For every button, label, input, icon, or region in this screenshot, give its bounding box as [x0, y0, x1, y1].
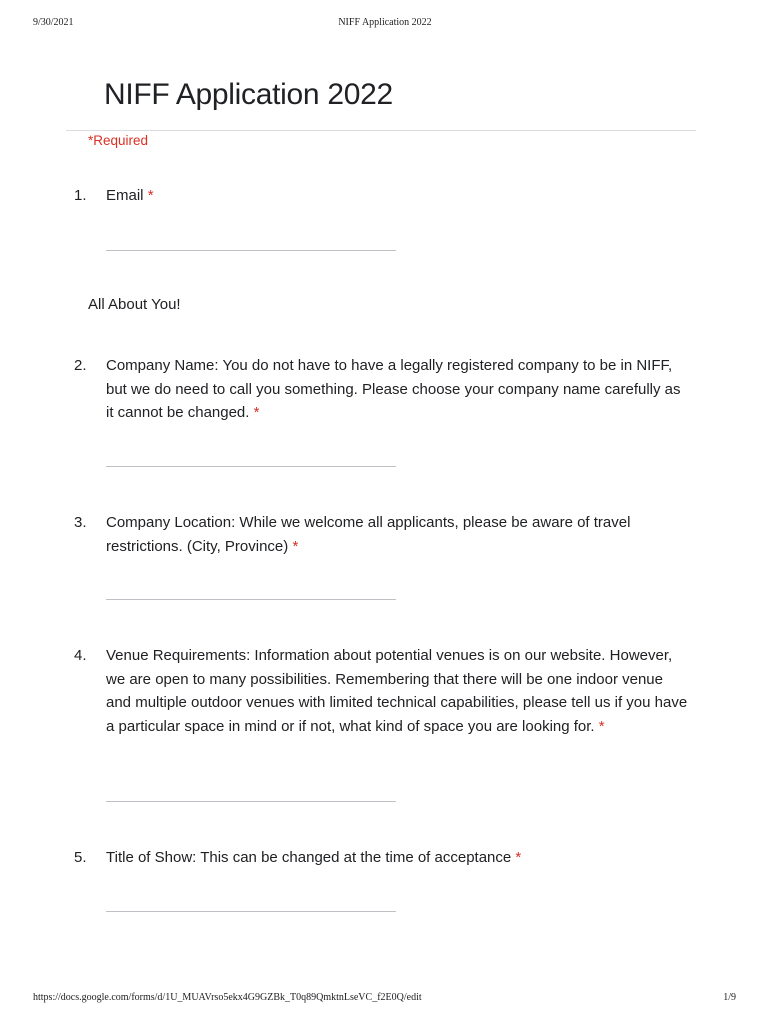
- section-title: All About You!: [88, 296, 181, 313]
- required-star: *: [147, 187, 154, 204]
- question-company-location: [74, 511, 694, 558]
- print-title: NIFF Application 2022: [338, 17, 432, 28]
- company-name-answer-field[interactable]: [106, 466, 396, 467]
- question-title-of-show: [74, 846, 694, 870]
- question-email: [74, 184, 694, 208]
- required-star: *: [292, 537, 299, 555]
- form-title: NIFF Application 2022: [104, 78, 393, 111]
- page-number: 1/9: [723, 992, 736, 1003]
- print-date: 9/30/2021: [33, 17, 74, 28]
- question-text: Title of Show: This can be changed at the time of acceptance: [106, 849, 512, 866]
- question-text: Venue Requirements: Information about potential venues is on our website. However, we are open to many possibilities. Remembering that there will be one indoor venue and multiple outdoor venues with limited technical capabilities, please tell us if you have a particular space in mind or if not, what kind of space you are looking for.: [106, 647, 688, 735]
- question-text: Company Name: You do not have to have a legally registered company to be in NIFF, but we do need to call you something. Please choose your company name carefully as it cannot be changed.: [106, 357, 681, 421]
- title-of-show-answer-field[interactable]: [106, 911, 396, 912]
- required-star: *: [515, 849, 522, 866]
- required-star: *: [253, 404, 260, 421]
- venue-requirements-answer-field[interactable]: [106, 801, 396, 802]
- print-url: https://docs.google.com/forms/d/1U_MUAVrso5ekx4G9GZBk_T0q89QmktnLseVC_f2E0Q/edit: [33, 992, 422, 1003]
- print-header: [0, 17, 770, 33]
- email-answer-field[interactable]: [106, 250, 396, 251]
- question-venue-requirements: [74, 644, 694, 738]
- question-number: 2.: [74, 357, 87, 374]
- question-number: 3.: [74, 514, 87, 531]
- question-number: 4.: [74, 647, 87, 664]
- company-location-answer-field[interactable]: [106, 599, 396, 600]
- print-footer: [0, 992, 770, 1008]
- question-number: 5.: [74, 849, 87, 866]
- required-note: *Required: [88, 133, 149, 148]
- question-company-name: [74, 354, 694, 425]
- question-number: 1.: [74, 187, 87, 204]
- required-star: *: [598, 717, 605, 735]
- title-divider: [66, 130, 696, 131]
- question-text: Email: [106, 187, 144, 204]
- question-text: Company Location: While we welcome all applicants, please be aware of travel restrictions. (City, Province): [106, 514, 631, 555]
